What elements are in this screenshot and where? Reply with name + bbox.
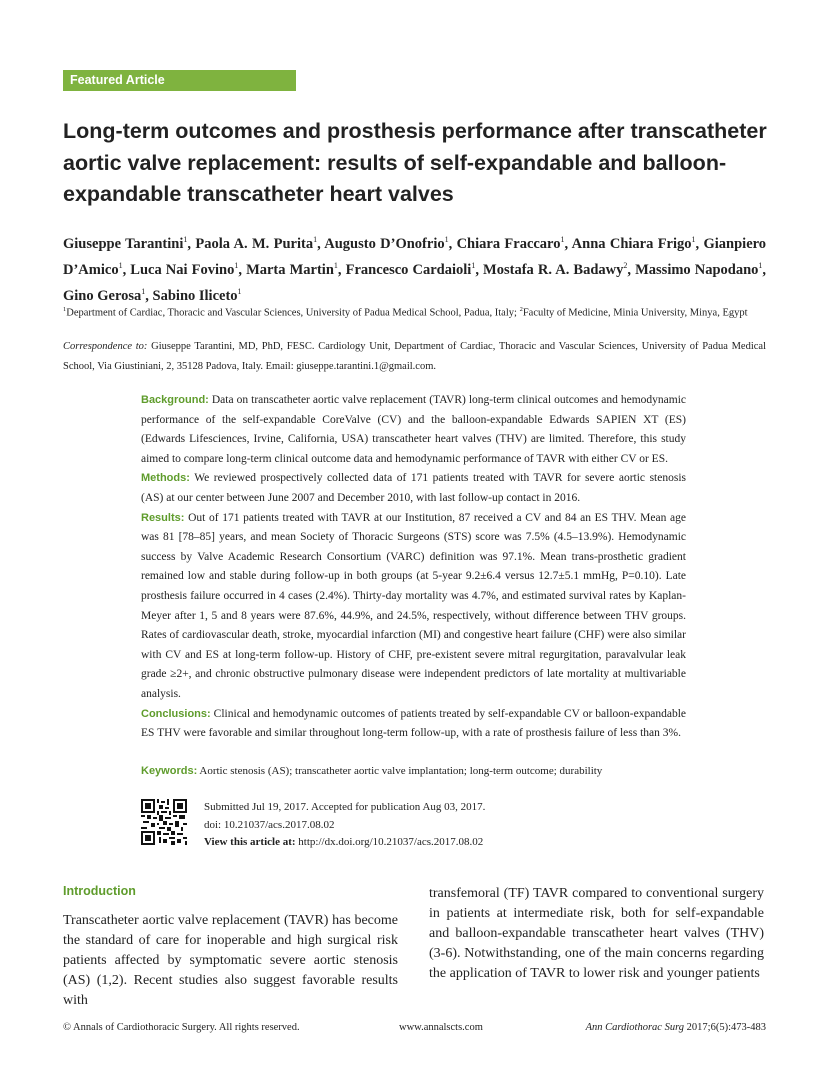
author-name: Luca Nai Fovino xyxy=(130,261,235,278)
article-title: Long-term outcomes and prosthesis performance after transcatheter aortic valve replacement: results of self-expandable and balloon-expandable transcatheter heart valves xyxy=(63,119,767,206)
article-type-tag: Featured Article xyxy=(63,70,296,91)
submission-info xyxy=(204,799,684,852)
author-affiliation-sup: 1 xyxy=(691,235,696,244)
submission-dates: Submitted Jul 19, 2017. Accepted for publication Aug 03, 2017. xyxy=(204,801,486,813)
author-affiliation-sup: 1 xyxy=(183,235,188,244)
author-name: Giuseppe Tarantini xyxy=(63,235,184,252)
introduction-heading: Introduction xyxy=(63,884,136,898)
author-name: Chiara Fraccaro xyxy=(456,235,561,252)
author-name: Gianpiero D’Amico xyxy=(63,235,767,278)
author-affiliation-sup: 1 xyxy=(313,235,318,244)
author-name: Sabino Iliceto xyxy=(152,287,238,304)
author-affiliation-sup: 1 xyxy=(234,260,239,270)
view-article xyxy=(204,834,684,852)
author-affiliation-sup: 1 xyxy=(758,260,763,270)
author-name: Massimo Napodano xyxy=(635,261,759,278)
background-label: Background: xyxy=(141,394,209,406)
conclusions-label: Conclusions: xyxy=(141,707,211,720)
author-affiliation-sup: 2 xyxy=(623,260,628,270)
author-affiliation-sup: 1 xyxy=(141,286,146,296)
keywords-label: Keywords: xyxy=(141,765,198,777)
author-name: Marta Martin xyxy=(246,261,334,278)
author-name: Augusto D’Onofrio xyxy=(324,235,445,252)
conclusions-text: Clinical and hemodynamic outcomes of patients treated by self-expandable CV or balloon-expandable ES THV were favorable and similar throughout long-term follow-up, with a rate of prosthesis failure of less than 3%. xyxy=(141,707,686,740)
affil-sup-2: 2 xyxy=(519,306,523,313)
affil-sup-1: 1 xyxy=(63,306,67,313)
affiliations xyxy=(63,300,766,324)
doi: doi: 10.21037/acs.2017.08.02 xyxy=(204,818,335,831)
copyright: © Annals of Cardiothoracic Surgery. All rights reserved. xyxy=(63,1022,300,1033)
author-name: Gino Gerosa xyxy=(63,287,142,304)
keywords-text: Aortic stenosis (AS); transcatheter aortic valve implantation; long-term outcome; durability xyxy=(197,765,603,777)
correspondence-text: Giuseppe Tarantini, MD, PhD, FESC. Cardiology Unit, Department of Cardiac, Thoracic and Vascular Sciences, University of Padua Medical School, Via Giustiniani, 2, 35128 Padova, Italy. Email: giuseppe.tarantini.1@gmail.com. xyxy=(63,341,766,372)
author-name: Anna Chiara Frigo xyxy=(571,235,692,252)
affil-text-2: Faculty of Medicine, Minia University, Minya, Egypt xyxy=(522,307,748,319)
author-name: Paola A. M. Purita xyxy=(195,235,314,252)
abstract-results xyxy=(141,509,686,705)
author-affiliation-sup: 1 xyxy=(333,260,338,270)
journal-website[interactable]: www.annalscts.com xyxy=(399,1022,483,1033)
methods-text: We reviewed prospectively collected data of 171 patients treated with TAVR for severe aortic stenosis (AS) at our center between June 2007 and December 2010, with last follow-up contact in 2016. xyxy=(141,472,686,504)
correspondence-label: Correspondence to: xyxy=(63,341,148,352)
author-name: Mostafa R. A. Badawy xyxy=(483,261,624,278)
author-affiliation-sup: 1 xyxy=(444,235,449,244)
abstract-background xyxy=(141,391,686,469)
author-affiliation-sup: 1 xyxy=(471,260,476,270)
author-affiliation-sup: 1 xyxy=(237,286,242,296)
introduction-column-1: Transcatheter aortic valve replacement (TAVR) has become the standard of care for inoperable and high surgical risk patients affected by symptomatic severe aortic stenosis (AS) (1,2). Recent studies also suggest favorable results with xyxy=(63,913,398,1008)
abstract-methods xyxy=(141,469,686,508)
journal-name: Ann Cardiothorac Surg xyxy=(585,1022,685,1033)
citation-details: 2017;6(5):473-483 xyxy=(684,1022,766,1033)
author-list: Giuseppe Tarantini$^1$, Paola A. M. Purita$^1$, Augusto D’Onofrio$^1$, Chiara Fraccaro$^1$, Anna Chiara Frigo$^1$, Gianpiero D’Amico$^1$, Luca Nai Fovino$^1$, Marta Martin$^1$, Francesco Cardaioli$^1$, Mostafa R. A. Badawy$^2$, Massimo Napodano$^1$, Gino Gerosa$^1$, Sabino Iliceto$^1$ xyxy=(63,235,767,304)
author-affiliation-sup: 1 xyxy=(118,260,123,270)
author-name: Francesco Cardaioli xyxy=(345,261,472,278)
citation xyxy=(586,1020,766,1036)
abstract xyxy=(141,391,686,744)
keywords xyxy=(141,762,686,780)
methods-label: Methods: xyxy=(141,472,190,485)
article-link[interactable]: http://dx.doi.org/10.21037/acs.2017.08.02 xyxy=(295,836,484,848)
abstract-conclusions xyxy=(141,705,686,744)
results-label: Results: xyxy=(141,511,185,524)
qr-code-icon[interactable] xyxy=(141,799,187,845)
view-article-label: View this article at: xyxy=(204,836,296,848)
affil-text-1: Department of Cardiac, Thoracic and Vascular Sciences, University of Padua Medical School, Padua, Italy; xyxy=(66,307,520,319)
author-affiliation-sup: 1 xyxy=(560,235,565,244)
results-text: Out of 171 patients treated with TAVR at our Institution, 87 received a CV and 84 an ES THV. Mean age was 81 [78–85] years, and mean Society of Thoracic Surgeons (STS) score was 7.5% (4.5–13.9%). Hemodynamic success by Valve Academic Research Consortium (VARC) definition was 97.1%. Mean trans-prosthetic gradient remained low and stable during follow-up in both groups (at 5-year 9.2±6.4 versus 12.7±5.1 mmHg, P=0.10). Late prosthesis failure occurred in 4 cases (2.4%). Thirty-day mortality was 4.7%, and estimated survival rates by Kaplan-Meyer after 1, 5 and 8 years were 87.6%, 44.9%, and 24.5%, respectively, without difference between THV groups. Rates of cardiovascular death, stroke, myocardial infarction (MI) and congestive heart failure (CHF) were also similar with CV and ES at long-term follow-up. History of CHF, pre-existent severe mitral regurgitation, paravalvular leak grade ≥2+, and chronic obstructive pulmonary disease were independent predictors of late mortality at multivariable analysis. xyxy=(141,511,686,700)
introduction-column-2: transfemoral (TF) TAVR compared to conventional surgery in patients at intermediate risk, both for self-expandable and balloon-expandable transcatheter heart valves (THV) (3-6). Notwithstanding, one of the main concerns regarding the application of TAVR to lower risk and younger patients xyxy=(429,886,764,981)
correspondence xyxy=(63,337,766,377)
background-text: Data on transcatheter aortic valve replacement (TAVR) long-term clinical outcomes and hemodynamic performance of the self-expandable CoreValve (CV) and the balloon-expandable Edwards SAPIEN XT (ES) (Edwards Lifesciences, Irvine, California, USA) transcatheter heart valves (THV) are limited. Therefore, this study aimed to compare long-term clinical outcome data and hemodynamic performance of TAVR with either CV or ES. xyxy=(141,394,686,465)
